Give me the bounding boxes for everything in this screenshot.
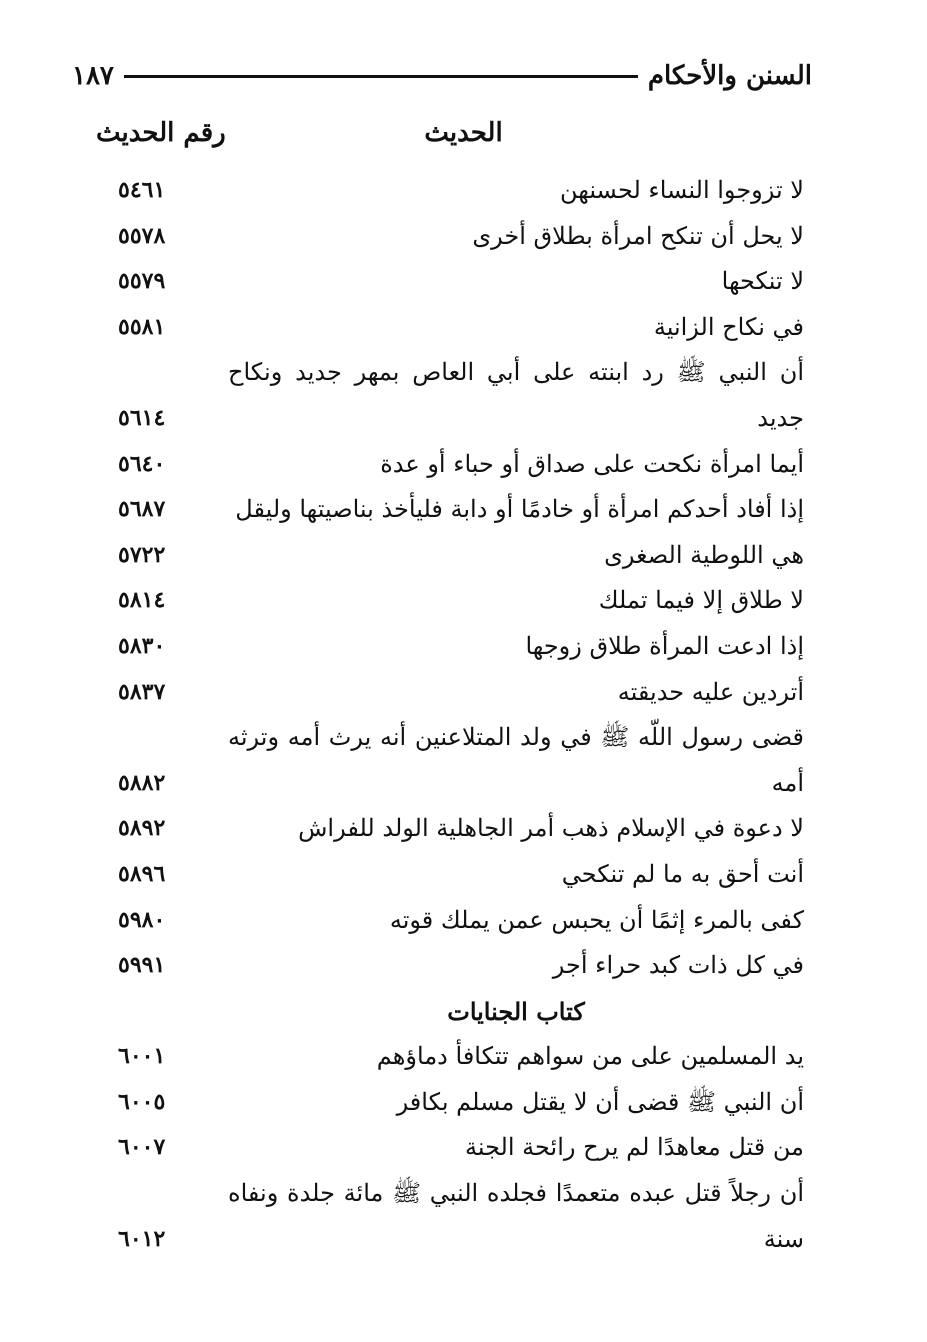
hadith-entry xyxy=(0,533,927,579)
section-title: كتاب الجنايات xyxy=(447,996,585,1026)
hadith-entry xyxy=(0,852,927,898)
page-header xyxy=(72,58,812,94)
hadith-entry xyxy=(0,1171,927,1262)
hadith-text: إذا أفاد أحدكم امرأة أو خادمًا أو دابة فليأخذ بناصيتها وليقل xyxy=(235,495,804,524)
hadith-text: لا يحل أن تنكح امرأة بطلاق أخرى xyxy=(472,221,804,250)
hadith-number: ٥٥٧٨ xyxy=(118,222,166,249)
hadith-number: ٥٦١٤ xyxy=(118,404,166,431)
hadith-number: ٥٩٨٠ xyxy=(118,906,166,933)
hadith-number: ٥٨٩٢ xyxy=(118,815,166,842)
hadith-number: ٥٥٨١ xyxy=(118,313,166,340)
hadith-text: لا تزوجوا النساء لحسنهن xyxy=(559,176,804,204)
hadith-entry xyxy=(0,898,927,944)
hadith-entry xyxy=(0,1034,927,1080)
hadith-number: ٦٠١٢ xyxy=(118,1225,166,1252)
hadith-number: ٥٨١٤ xyxy=(118,587,166,614)
hadith-number: ٦٠٠١ xyxy=(118,1043,166,1070)
hadith-index-list xyxy=(0,168,927,1262)
hadith-entry xyxy=(0,259,927,305)
hadith-number: ٥٨٣٧ xyxy=(118,678,166,705)
column-header-hadith: الحديث xyxy=(424,118,503,148)
hadith-text: كفى بالمرء إثمًا أن يحبس عمن يملك قوته xyxy=(389,905,804,934)
section-heading xyxy=(0,989,927,1035)
hadith-entry xyxy=(0,670,927,716)
hadith-entry xyxy=(0,578,927,624)
hadith-text: لا تنكحها xyxy=(721,267,804,296)
hadith-text: أنت أحق به ما لم تنكحي xyxy=(561,859,804,888)
hadith-number: ٦٠٠٧ xyxy=(118,1134,166,1161)
hadith-number: ٥٨٨٢ xyxy=(118,769,166,796)
hadith-entry xyxy=(0,487,927,533)
hadith-entry xyxy=(0,1080,927,1126)
hadith-number: ٥٩٩١ xyxy=(118,952,166,979)
hadith-text: أن النبي ﷺ قضى أن لا يقتل مسلم بكافر xyxy=(396,1087,804,1116)
hadith-number: ٥٨٩٦ xyxy=(118,860,166,887)
hadith-text: يد المسلمين على من سواهم تتكافأ دماؤهم xyxy=(376,1042,804,1071)
hadith-text: أيما امرأة نكحت على صداق أو حباء أو عدة xyxy=(380,449,804,478)
hadith-entry xyxy=(0,715,927,806)
hadith-entry xyxy=(0,806,927,852)
hadith-text: قضى رسول اللّه ﷺ في ولد المتلاعنين أنه يرث أمه وترثه أمه xyxy=(228,723,804,797)
hadith-number: ٥٤٦١ xyxy=(118,177,166,203)
hadith-text: في نكاح الزانية xyxy=(653,312,804,341)
hadith-entry xyxy=(0,943,927,989)
hadith-number: ٥٧٢٢ xyxy=(118,541,166,568)
column-header-number: رقم الحديث xyxy=(96,118,226,148)
hadith-entry xyxy=(0,305,927,351)
hadith-text: إذا ادعت المرأة طلاق زوجها xyxy=(525,631,804,660)
header-rule xyxy=(124,75,638,78)
hadith-number: ٥٨٣٠ xyxy=(118,632,166,659)
hadith-text: لا دعوة في الإسلام ذهب أمر الجاهلية الولد للفراش xyxy=(298,814,804,843)
hadith-entry xyxy=(0,1125,927,1171)
hadith-text: لا طلاق إلا فيما تملك xyxy=(598,586,804,615)
hadith-text: أن رجلاً قتل عبده متعمدًا فجلده النبي ﷺ مائة جلدة ونفاه سنة xyxy=(228,1179,804,1253)
hadith-text: أتردين عليه حديقته xyxy=(617,677,804,706)
hadith-number: ٥٦٨٧ xyxy=(118,496,166,523)
hadith-entry xyxy=(0,168,927,214)
hadith-number: ٦٠٠٥ xyxy=(118,1088,166,1115)
hadith-text: هي اللوطية الصغرى xyxy=(604,540,804,569)
hadith-entry xyxy=(0,442,927,488)
hadith-number: ٥٦٤٠ xyxy=(118,450,166,477)
running-title: السنن والأحكام xyxy=(647,61,812,91)
page-number: ١٨٧ xyxy=(72,61,114,91)
hadith-entry xyxy=(0,624,927,670)
hadith-entry xyxy=(0,350,927,441)
hadith-text: أن النبي ﷺ رد ابنته على أبي العاص بمهر جديد ونكاح جديد xyxy=(228,358,804,432)
hadith-number: ٥٥٧٩ xyxy=(118,268,166,295)
hadith-entry xyxy=(0,214,927,260)
hadith-text: من قتل معاهدًا لم يرح رائحة الجنة xyxy=(464,1133,804,1162)
hadith-text: في كل ذات كبد حراء أجر xyxy=(552,951,804,980)
